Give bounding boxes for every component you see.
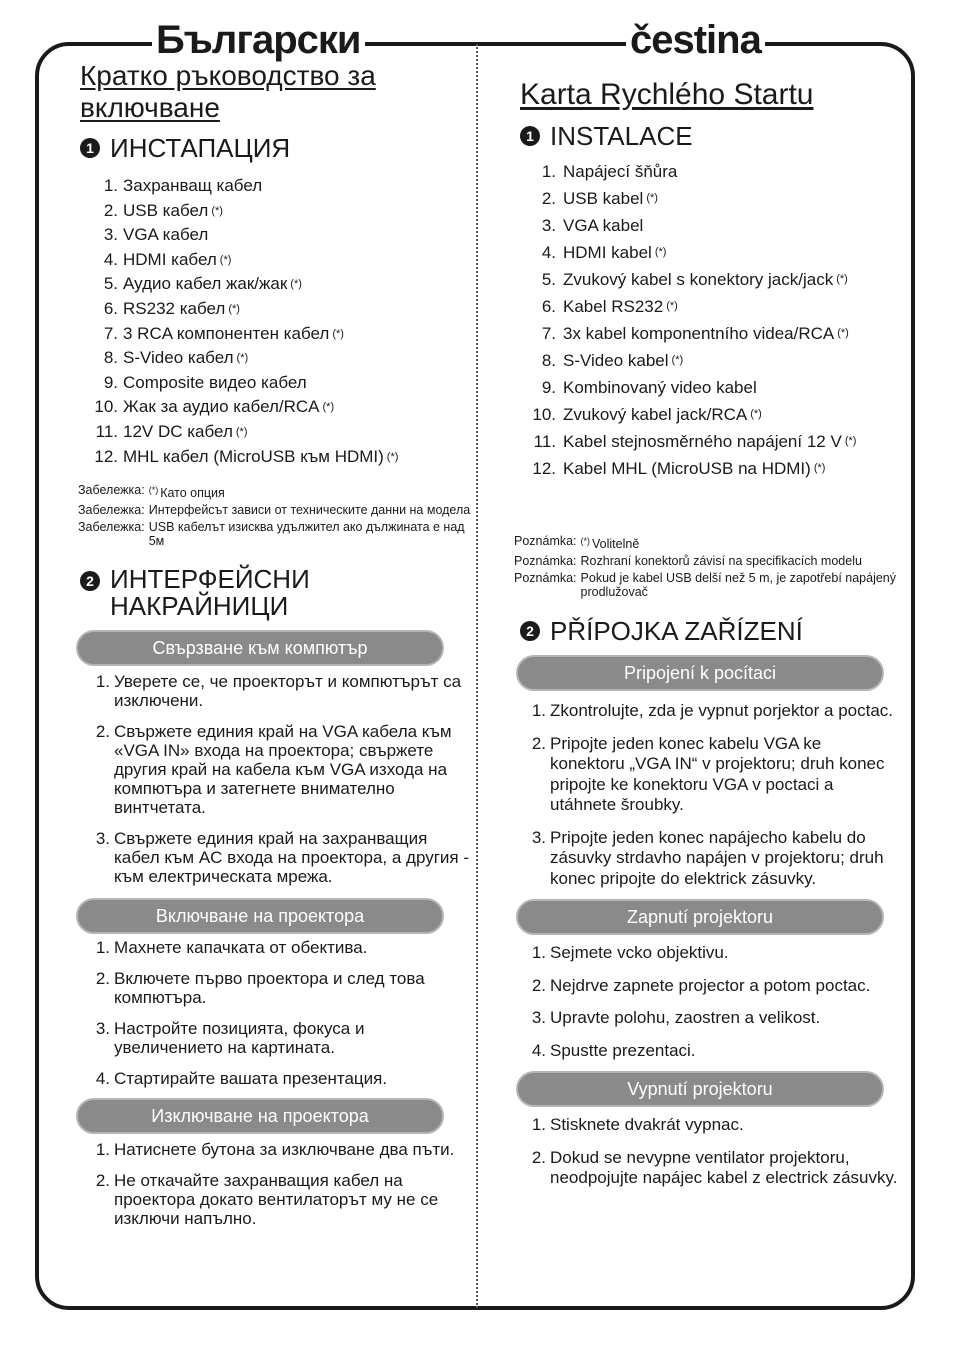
section-pill-power-on: Zapnutí projektoru (516, 899, 884, 935)
list-item: 2. USB кабел (*) (103, 200, 223, 220)
list-item: 4. HDMI кабел (*) (103, 249, 232, 269)
list-item: 1. Zkontrolujte, zda je vypnut porjektor a poctac. (531, 701, 894, 720)
list-item: 3. Настройте позицията, фокуса и увеличението на картината. (95, 1019, 365, 1058)
section-pill-power-on: Включване на проектора (76, 898, 444, 934)
list-item: 8. S-Video kabel (*) (541, 351, 684, 370)
bulgarian-guide-title: Кратко ръководство за включване (80, 60, 376, 123)
czech-installation-heading (520, 122, 900, 150)
note: Poznámka: Pokud je kabel USB delší než 5 m, je zapotřebí napájený prodlužovač (514, 571, 896, 599)
list-item: 1. Махнете капачката от обектива. (95, 938, 368, 958)
czech-connect-steps (520, 701, 900, 889)
list-item: 2. Dokud se nevypne ventilator projektoru, neodpojujte napájec kabel z electrick zásuvky. (531, 1147, 898, 1187)
czech-power-on-steps (520, 943, 900, 1061)
list-item: 2. Включете първо проектора и след това компютъра. (95, 969, 425, 1008)
czech-column (514, 78, 900, 1189)
list-item: 3. Upravte polohu, zaostren a velikost. (531, 1008, 821, 1027)
list-item: 9. Kombinovaný video kabel (541, 378, 757, 397)
note: Poznámka: Rozhraní konektorů závisí na specifikacích modelu (514, 554, 862, 568)
note: Забележка: (*) Като опция (78, 483, 225, 501)
list-item: 1. Натиснете бутона за изключване два пъти. (95, 1140, 455, 1160)
section-pill-connect-computer: Pripojení k pocítaci (516, 655, 884, 691)
bulgarian-column (80, 60, 472, 1228)
list-item: 5. Аудио кабел жак/жак (*) (103, 274, 302, 294)
list-item: 8. S-Video кабел (*) (103, 348, 249, 368)
number-one-icon: 1 (80, 138, 100, 158)
list-item: 1. Sejmete vcko objektivu. (531, 943, 729, 962)
section-pill-connect-computer: Свързване към компютър (76, 630, 444, 666)
list-item: 1. Stisknete dvakrát vypnac. (531, 1115, 744, 1134)
number-two-icon: 2 (520, 621, 540, 641)
list-item: 10. Жак за аудио кабел/RCA (*) (94, 397, 335, 417)
list-item: 1. Napájecí šňůra (541, 162, 678, 181)
list-item: 4. Стартирайте вашата презентация. (95, 1069, 388, 1089)
list-item: 1. Уверете се, че проекторът и компютърът са изключени. (95, 672, 462, 711)
list-item: 6. RS232 кабел (*) (103, 298, 240, 318)
number-one-icon: 1 (520, 126, 540, 146)
list-item: 3. Pripojte jeden konec napájecho kabelu do zásuvky strdavho napájen v projektoru; druh konec pripojte do elektrick zásuvky. (531, 827, 884, 888)
section-pill-power-off: Vypnutí projektoru (516, 1071, 884, 1107)
list-item: 10. Zvukový kabel jack/RCA (*) (532, 405, 762, 424)
czech-notes (514, 534, 900, 599)
list-item: 7. 3x kabel komponentního videa/RCA (*) (541, 324, 849, 343)
list-item: 4. HDMI kabel (*) (541, 243, 667, 262)
bulgarian-connect-steps (80, 672, 472, 886)
list-item: 7. 3 RCA компонентен кабел (*) (103, 323, 344, 343)
list-item: 5. Zvukový kabel s konektory jack/jack (*) (541, 270, 848, 289)
bulgarian-installation-heading (80, 134, 472, 162)
list-item: 6. Kabel RS232 (*) (541, 297, 678, 316)
list-item: 3. VGA кабел (103, 225, 209, 245)
list-item: 2. Не откачайте захранващия кабел на проектора докато вентилаторът му не се изключи напълно. (95, 1171, 439, 1229)
bulgarian-notes (78, 483, 472, 548)
interfaces-heading-text: ИНТЕРФЕЙСНИ НАКРАЙНИЦИ (110, 564, 310, 622)
list-item: 12. MHL кабел (MicroUSB към HDMI) (*) (94, 446, 399, 466)
bulgarian-power-on-steps (80, 938, 472, 1088)
list-item: 3. Свържете единия край на захранващия кабел към AC входа на проектора, а другия - към електрическата мрежа. (95, 829, 469, 887)
czech-guide-title: Karta Rychlého Startu (520, 78, 814, 111)
list-item: 4. Spustte prezentaci. (531, 1040, 696, 1060)
czech-language-title: čestina (626, 14, 765, 66)
interfaces-heading-text: PŘÍPOJKA ZAŘÍZENÍ (550, 616, 803, 646)
list-item: 3. VGA kabel (541, 216, 644, 235)
bulgarian-interfaces-heading (80, 566, 472, 620)
note: Забележка: USB кабелът изисква удължител ако дължината е над 5м (78, 520, 465, 549)
bulgarian-cable-list (80, 174, 472, 469)
list-item: 2. Свържете единия край на VGA кабела към «VGA IN» входа на проектора; свържете другия край на кабела към VGA изхода на компютъра и затегнете внимателно винтчетата. (95, 722, 452, 818)
list-item: 1. Захранващ кабел (103, 176, 263, 195)
bulgarian-language-title: Български (152, 14, 365, 66)
czech-cable-list (520, 158, 900, 482)
number-two-icon: 2 (80, 571, 100, 591)
section-pill-power-off: Изключване на проектора (76, 1098, 444, 1134)
bulgarian-power-off-steps (80, 1140, 472, 1228)
list-item: 2. Pripojte jeden konec kabelu VGA ke konektoru „VGA IN“ v projektoru; druh konec pripojte ke konektoru VGA v poctaci a utáhnete šroubky. (531, 733, 885, 814)
installation-heading-text: ИНСТАПАЦИЯ (110, 133, 291, 163)
note: Poznámka: (*) Volitelně (514, 534, 640, 551)
column-divider (476, 44, 478, 1308)
list-item: 11. Kabel stejnosměrného napájení 12 V (*) (533, 432, 857, 451)
list-item: 9. Composite видео кабел (103, 372, 307, 392)
list-item: 2. Nejdrve zapnete projector a potom poctac. (531, 975, 871, 995)
list-item: 2. USB kabel (*) (541, 189, 658, 208)
czech-power-off-steps (520, 1115, 900, 1189)
installation-heading-text: INSTALACE (550, 121, 693, 151)
list-item: 12. Kabel MHL (MicroUSB na HDMI) (*) (532, 459, 826, 478)
note: Забележка: Интерфейсът зависи от техническите данни на модела (78, 503, 471, 518)
list-item: 11. 12V DC кабел (*) (95, 421, 248, 441)
czech-interfaces-heading (520, 617, 900, 645)
